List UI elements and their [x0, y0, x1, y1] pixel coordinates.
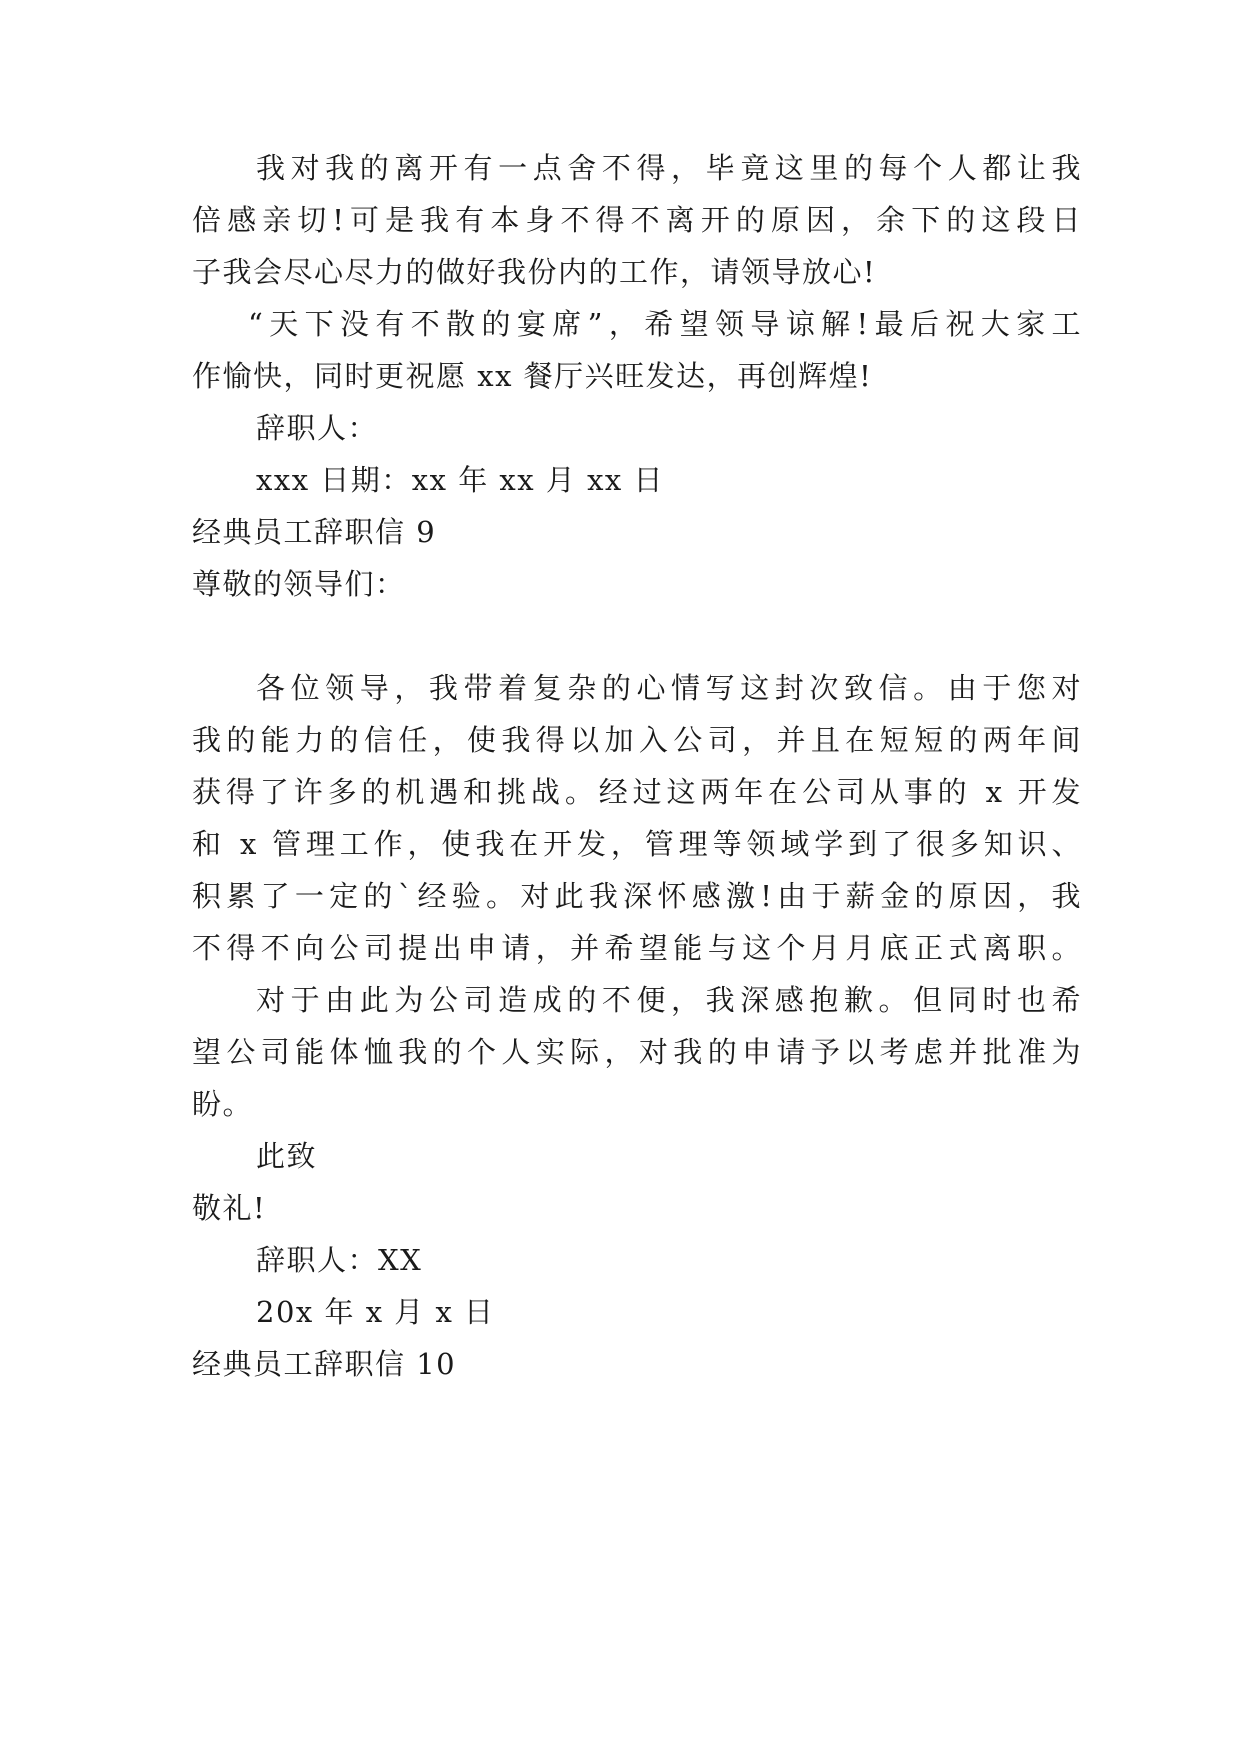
paragraph-1-line-2: 倍感亲切!可是我有本身不得不离开的原因，余下的这段日	[192, 203, 1082, 237]
paragraph-2-line-1: “天下没有不散的宴席”，希望领导谅解!最后祝大家工	[248, 307, 1082, 341]
closing-2: 敬礼!	[192, 1191, 267, 1225]
signature-1-date: xxx 日期：xx 年 xx 月 xx 日	[256, 463, 665, 497]
paragraph-3-line-5: 积累了一定的`经验。对此我深怀感激!由于薪金的原因，我	[192, 879, 1082, 913]
paragraph-4-line-2: 望公司能体恤我的个人实际，对我的申请予以考虑并批准为	[192, 1035, 1082, 1069]
paragraph-3-line-6: 不得不向公司提出申请，并希望能与这个月月底正式离职。	[192, 931, 1082, 965]
paragraph-1-line-3: 子我会尽心尽力的做好我份内的工作，请领导放心!	[192, 255, 877, 289]
paragraph-3-line-1: 各位领导，我带着复杂的心情写这封次致信。由于您对	[256, 671, 1082, 705]
paragraph-4-line-3: 盼。	[192, 1087, 254, 1121]
heading-letter-10: 经典员工辞职信 10	[192, 1347, 457, 1381]
paragraph-4-line-1: 对于由此为公司造成的不便，我深感抱歉。但同时也希	[256, 983, 1082, 1017]
signature-1-label: 辞职人：	[256, 411, 379, 445]
paragraph-3-line-3: 获得了许多的机遇和挑战。经过这两年在公司从事的 x 开发	[192, 775, 1082, 809]
closing-1: 此致	[256, 1139, 318, 1173]
heading-letter-9: 经典员工辞职信 9	[192, 515, 437, 549]
signature-2-date: 20x 年 x 月 x 日	[256, 1295, 495, 1329]
paragraph-2-line-2: 作愉快，同时更祝愿 xx 餐厅兴旺发达，再创辉煌!	[192, 359, 873, 393]
paragraph-3-line-4: 和 x 管理工作，使我在开发，管理等领域学到了很多知识、	[192, 827, 1082, 861]
paragraph-3-line-2: 我的能力的信任，使我得以加入公司，并且在短短的两年间	[192, 723, 1082, 757]
salutation: 尊敬的领导们：	[192, 567, 406, 601]
paragraph-1-line-1: 我对我的离开有一点舍不得，毕竟这里的每个人都让我	[256, 151, 1082, 185]
signature-2-label: 辞职人：XX	[256, 1243, 423, 1277]
